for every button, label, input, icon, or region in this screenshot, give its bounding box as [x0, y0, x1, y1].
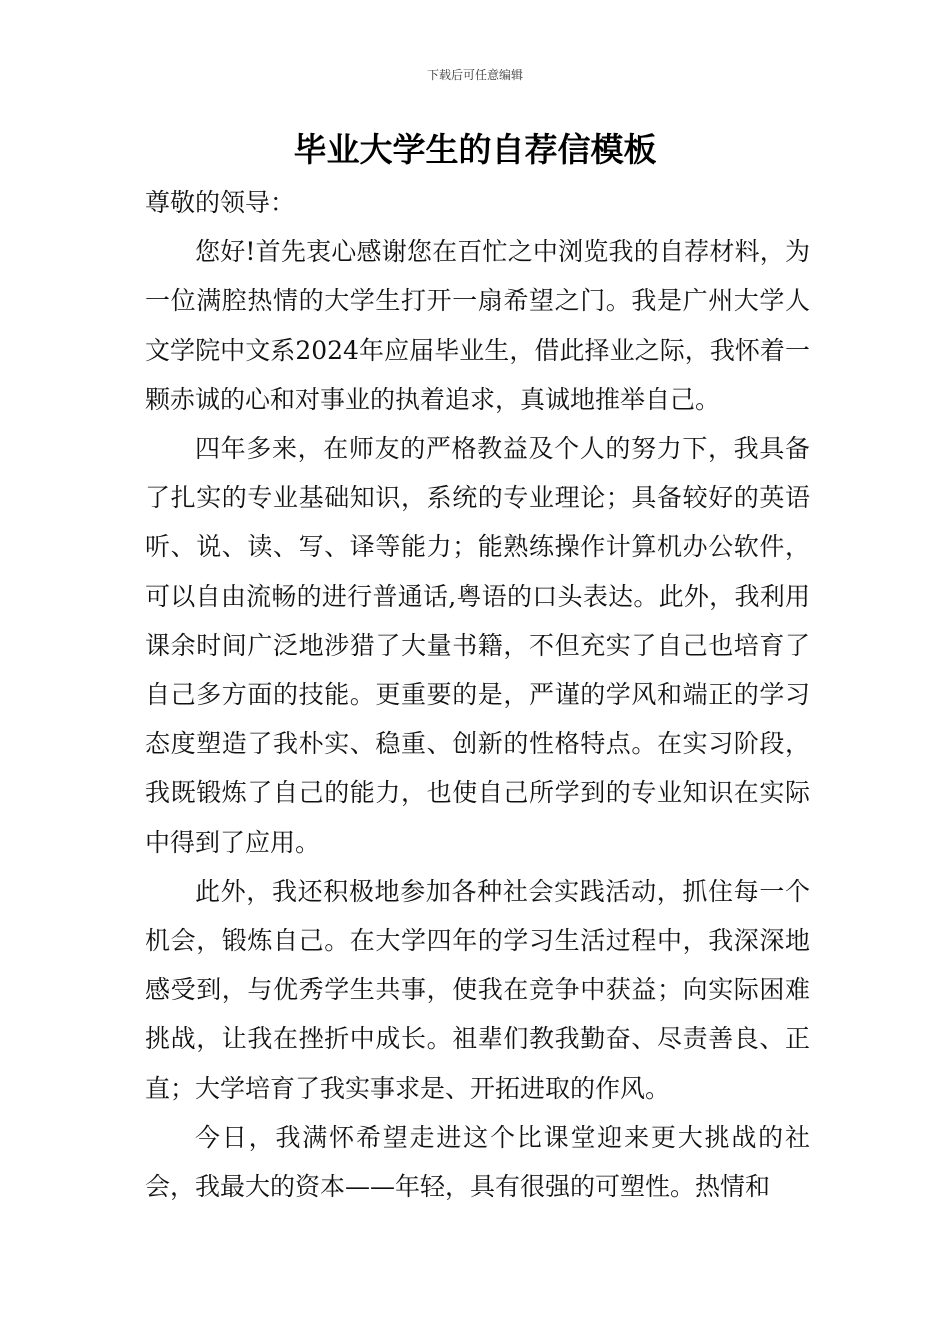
salutation: 尊敬的领导：: [145, 188, 296, 217]
document-title: 毕业大学生的自荐信模板: [293, 130, 657, 169]
header-note: 下载后可任意编辑: [426, 68, 523, 82]
letter-body: [145, 178, 810, 1211]
paragraph-practice: 此外，我还积极地参加各种社会实践活动，抓住每一个机会，锻炼自己。在大学四年的学习生活过程中，我深深地感受到，与优秀学生共事，使我在竞争中获益；向实际困难挑战，让我在挫折中成长。祖辈们教我勤奋、尽责善良、正直；大学培育了我实事求是、开拓进取的作风。: [145, 876, 810, 1103]
paragraph-future: 今日，我满怀希望走进这个比课堂迎来更大挑战的社会，我最大的资本——年轻，具有很强的可塑性。热情和: [145, 1122, 810, 1202]
paragraph-education: 四年多来，在师友的严格教益及个人的努力下，我具备了扎实的专业基础知识，系统的专业理论；具备较好的英语听、说、读、写、译等能力；能熟练操作计算机办公软件，可以自由流畅的进行普通话,粤语的口头表达。此外，我利用课余时间广泛地涉猎了大量书籍，不但充实了自己也培育了自己多方面的技能。更重要的是，严谨的学风和端正的学习态度塑造了我朴实、稳重、创新的性格特点。在实习阶段，我既锻炼了自己的能力，也使自己所学到的专业知识在实际中得到了应用。: [145, 434, 810, 857]
paragraph-greeting: 您好!首先衷心感谢您在百忙之中浏览我的自荐材料，为一位满腔热情的大学生打开一扇希望之门。我是广州大学人文学院中文系2024年应届毕业生，借此择业之际，我怀着一颗赤诚的心和对事业的执着追求，真诚地推举自己。: [145, 237, 810, 414]
